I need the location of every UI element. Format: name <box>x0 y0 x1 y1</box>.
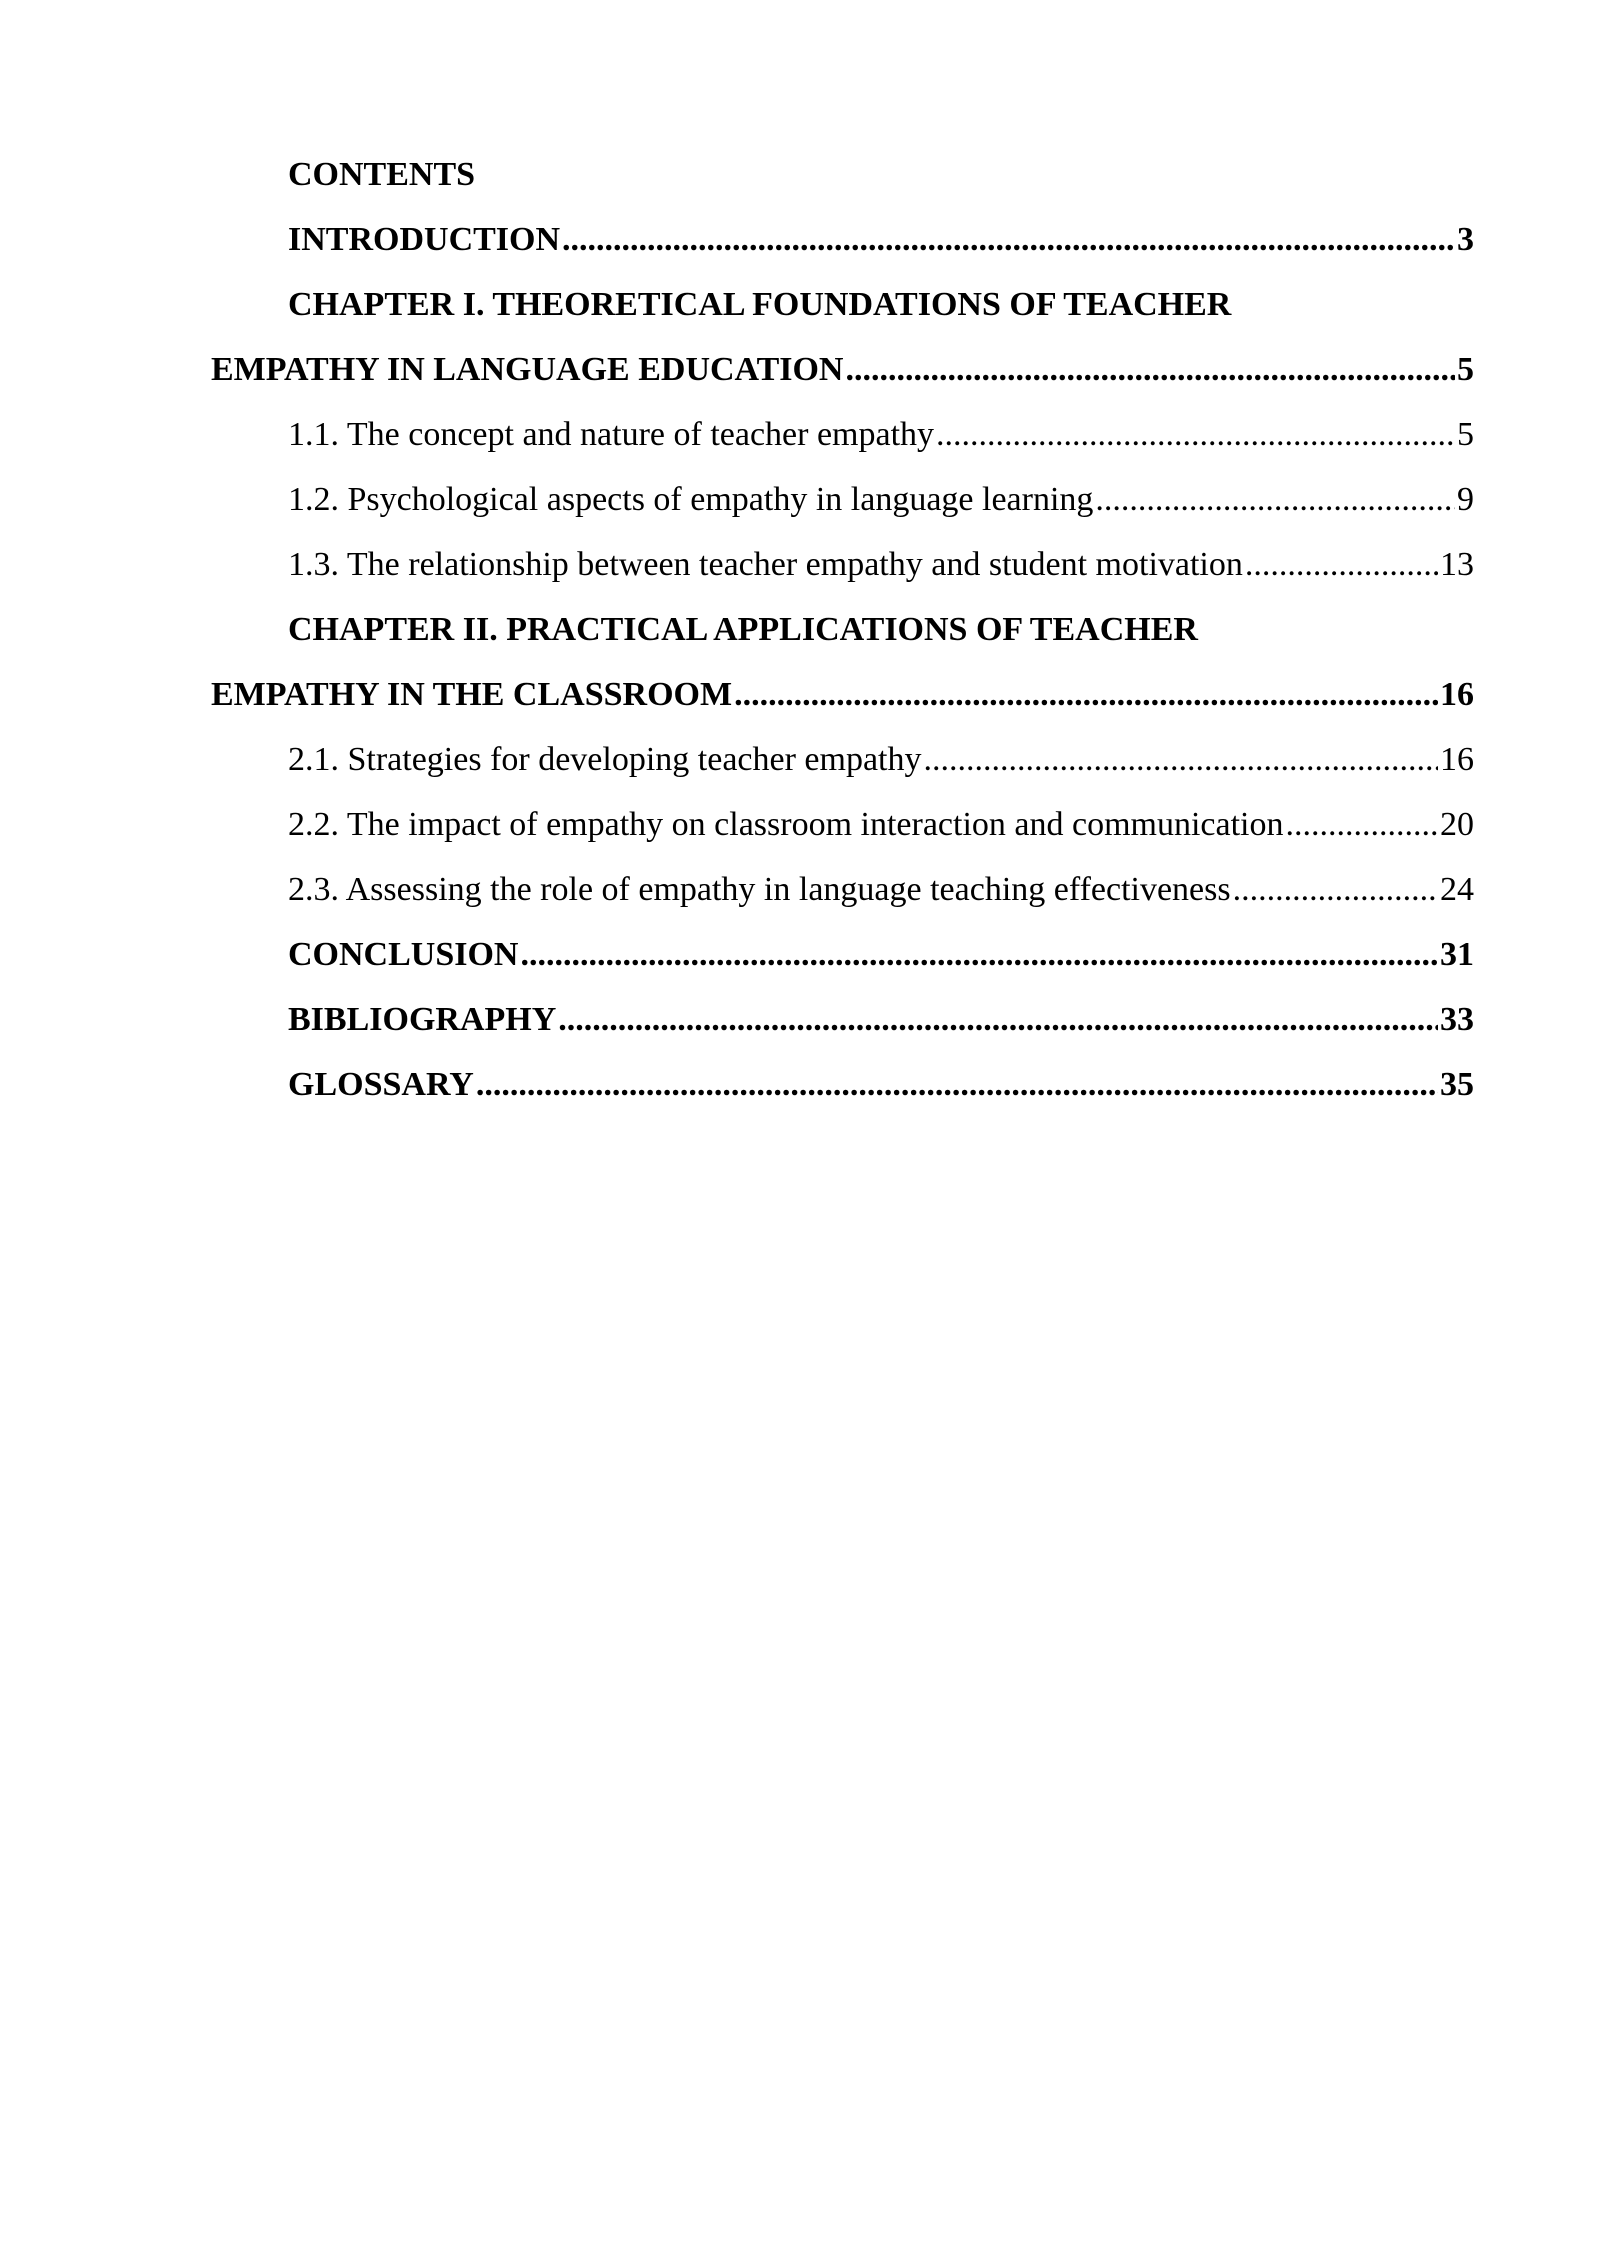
toc-entry-page: 13 <box>1440 546 1474 583</box>
toc-entry-section-1-1[interactable] <box>211 410 1474 475</box>
dot-leader <box>734 670 1438 719</box>
toc-entry-section-2-2[interactable] <box>211 800 1474 865</box>
toc-entry-page: 16 <box>1440 676 1474 713</box>
toc-entry-page: 33 <box>1440 1001 1474 1038</box>
toc-entry-chapter-1-line2[interactable] <box>211 345 1474 410</box>
toc-entry-glossary[interactable] <box>211 1060 1474 1125</box>
toc-entry-label: BIBLIOGRAPHY <box>288 1001 557 1038</box>
toc-entry-chapter-2-line1[interactable] <box>211 605 1474 670</box>
toc-entry-label: CHAPTER II. PRACTICAL APPLICATIONS OF TEACHER <box>288 611 1198 648</box>
toc-entry-label: 1.3. The relationship between teacher empathy and student motivation <box>288 546 1243 583</box>
dot-leader <box>1286 800 1439 849</box>
toc-entry-section-1-2[interactable] <box>211 475 1474 540</box>
dot-leader <box>924 735 1439 784</box>
toc-entry-label: CONCLUSION <box>288 936 519 973</box>
toc-entry-label: INTRODUCTION <box>288 221 561 258</box>
dot-leader <box>1245 540 1438 589</box>
toc-entry-label: 2.1. Strategies for developing teacher empathy <box>288 741 922 778</box>
toc-entry-label: CHAPTER I. THEORETICAL FOUNDATIONS OF TEACHER <box>288 286 1232 323</box>
toc-entry-section-2-1[interactable] <box>211 735 1474 800</box>
toc-entry-page: 5 <box>1457 416 1474 453</box>
toc-entry-page: 20 <box>1440 806 1474 843</box>
toc-entry-page: 3 <box>1457 221 1474 258</box>
toc-entry-page: 9 <box>1457 481 1474 518</box>
toc-entry-conclusion[interactable] <box>211 930 1474 995</box>
toc-entry-page: 24 <box>1440 871 1474 908</box>
dot-leader <box>936 410 1455 459</box>
toc-entry-bibliography[interactable] <box>211 995 1474 1060</box>
dot-leader <box>1233 865 1438 914</box>
contents-title-text: CONTENTS <box>288 156 476 193</box>
toc-entry-label: 1.1. The concept and nature of teacher empathy <box>288 416 935 453</box>
toc-entry-section-2-3[interactable] <box>211 865 1474 930</box>
toc-entry-label: EMPATHY IN THE CLASSROOM <box>211 676 733 713</box>
toc-entry-page: 31 <box>1440 936 1474 973</box>
toc-entry-page: 16 <box>1440 741 1474 778</box>
table-of-contents <box>211 150 1474 1125</box>
toc-entry-section-1-3[interactable] <box>211 540 1474 605</box>
dot-leader <box>558 995 1438 1044</box>
toc-entry-label: 1.2. Psychological aspects of empathy in language learning <box>288 481 1094 518</box>
dot-leader <box>520 930 1438 979</box>
toc-entry-chapter-2-line2[interactable] <box>211 670 1474 735</box>
toc-entry-introduction[interactable] <box>211 215 1474 280</box>
toc-entry-page: 35 <box>1440 1066 1474 1103</box>
dot-leader <box>562 215 1455 264</box>
toc-entry-page: 5 <box>1457 351 1474 388</box>
toc-entry-chapter-1-line1[interactable] <box>211 280 1474 345</box>
toc-entry-label: GLOSSARY <box>288 1066 474 1103</box>
toc-entry-label: 2.3. Assessing the role of empathy in language teaching effectiveness <box>288 871 1231 908</box>
dot-leader <box>1095 475 1455 524</box>
toc-entry-label: 2.2. The impact of empathy on classroom interaction and communication <box>288 806 1284 843</box>
toc-entry-label: EMPATHY IN LANGUAGE EDUCATION <box>211 351 844 388</box>
dot-leader <box>476 1060 1438 1109</box>
contents-title <box>211 150 1474 215</box>
dot-leader <box>846 345 1456 394</box>
